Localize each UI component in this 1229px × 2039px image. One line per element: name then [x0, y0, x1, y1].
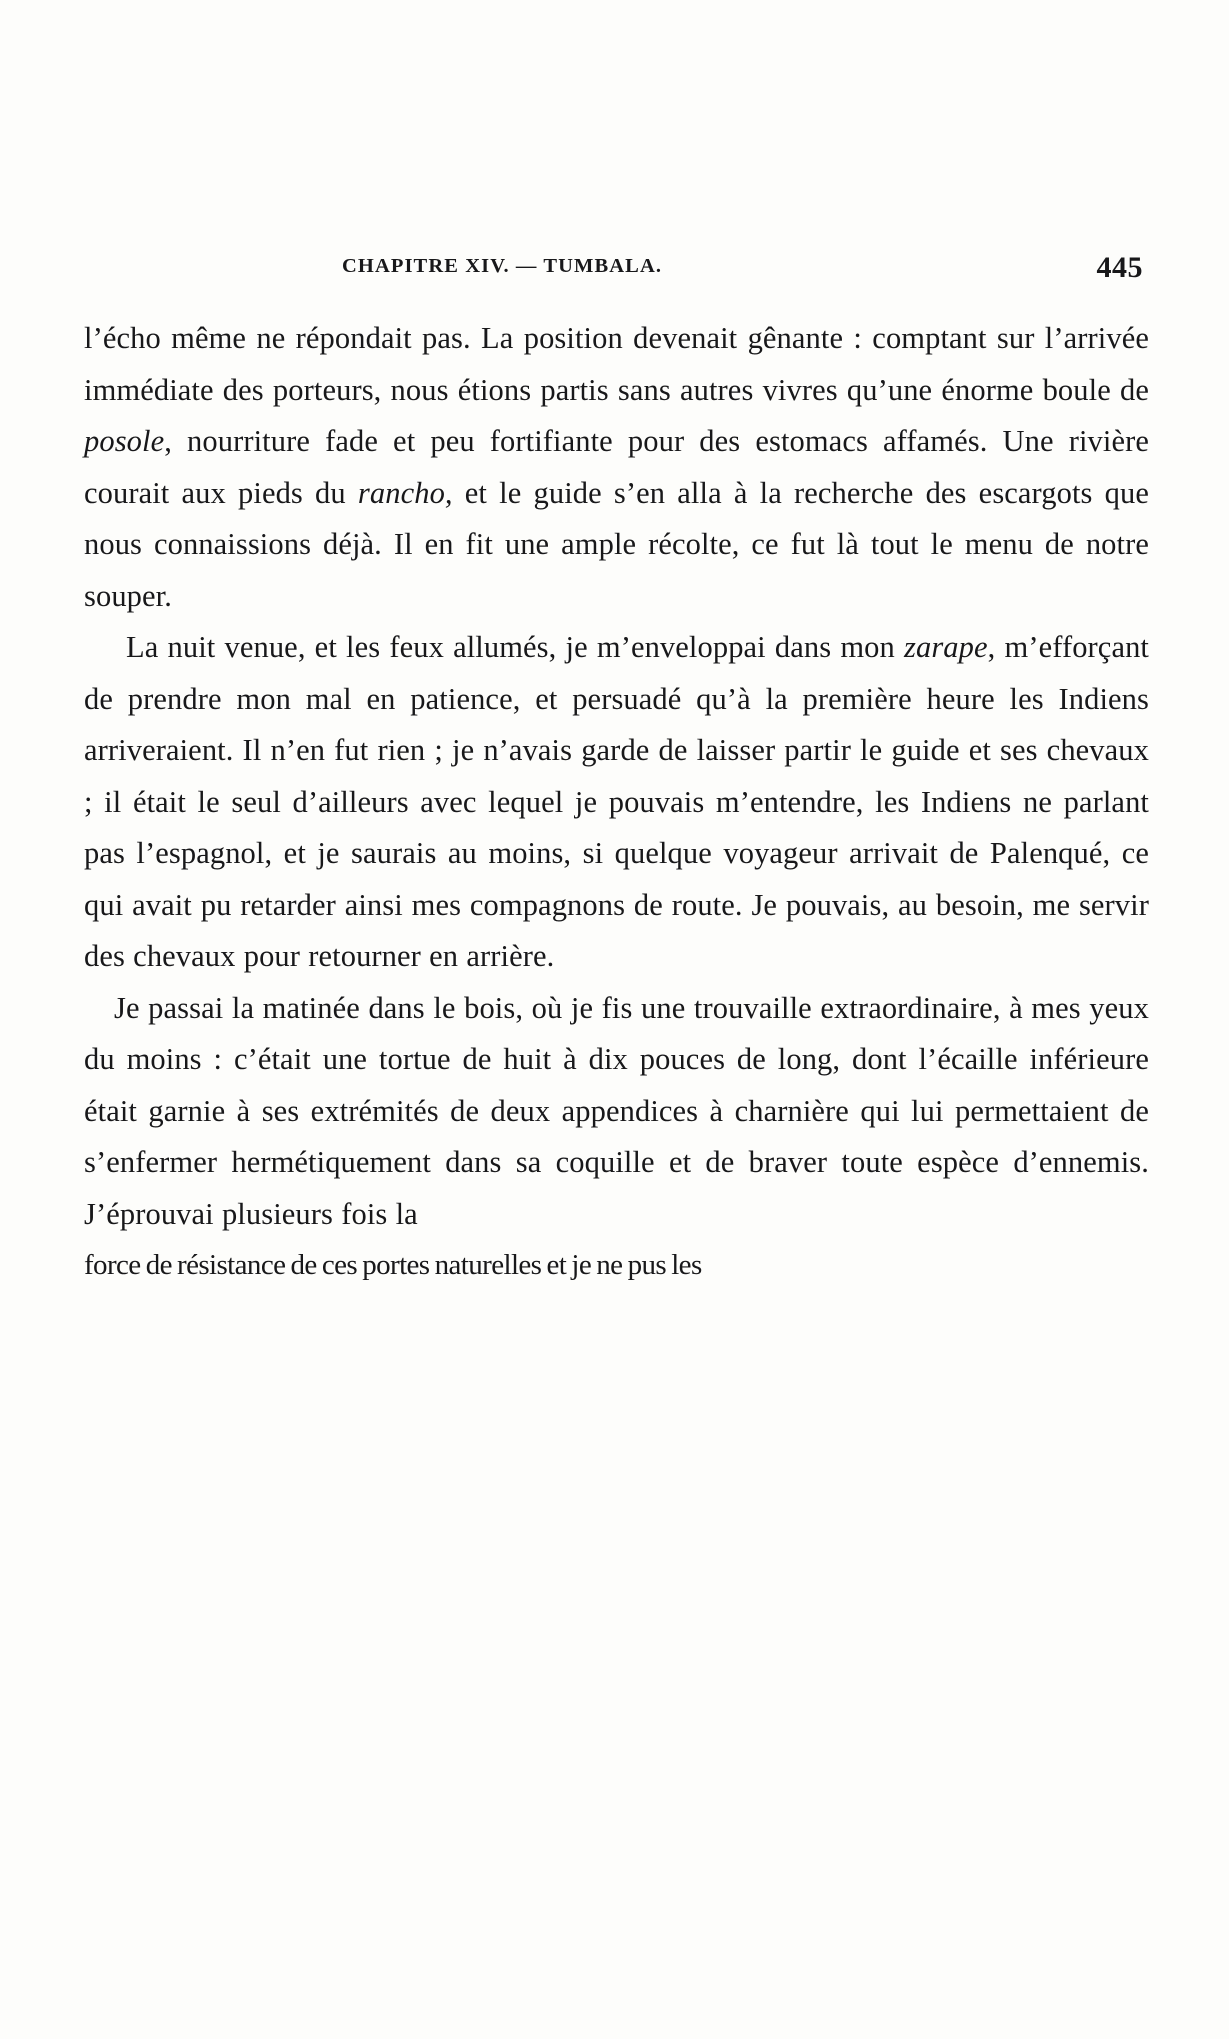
text-run: Je passai la matinée dans le bois, où je fis une trouvaille extraordinaire, à mes yeux du moins : c’était une tortue de huit à dix pouces de long, dont l’écaille inférieure était garnie à ses extrémités de deux appendices à charnière qui lui permettaient de s’enfermer hermétiquement dans sa coquille et de braver toute espèce d’ennemis. J’éprouvai plusieurs fois la: [84, 990, 1149, 1231]
paragraph-continuation-line: force de résistance de ces portes naturelles et je ne pus les: [84, 1249, 702, 1281]
text-run: La nuit venue, et les feux allumés, je m’enveloppai dans mon: [126, 630, 905, 664]
text-run-italic: posole: [84, 424, 165, 458]
paragraph: [84, 622, 1149, 983]
text-run-italic: zarape: [904, 630, 988, 664]
paragraph: [84, 983, 1149, 1241]
text-run: l’écho même ne répondait pas. La position devenait gênante : comptant sur l’arrivée immédiate des porteurs, nous étions partis sans autres vivres qu’une énorme boule de: [84, 321, 1149, 407]
chapter-title: CHAPITRE XIV. — TUMBALA.: [342, 255, 663, 277]
page-content: [84, 251, 1150, 1292]
running-head: [84, 251, 1149, 291]
paragraph: [84, 313, 1149, 622]
text-run: , nourriture fade et peu fortifiante pour des estomacs affamés. Une rivière courait aux pieds du: [84, 424, 1149, 510]
text-run: , m’efforçant de prendre mon mal en patience, et persuadé qu’à la première heure les Indiens arriveraient. Il n’en fut rien ; je n’avais garde de laisser partir le guide et ses chevaux ; il était le seul d’ailleurs avec lequel je pouvais m’entendre, les Indiens ne parlant pas l’espagnol, et je saurais au moins, si quelque voyageur arrivait de Palenqué, ce qui avait pu retarder ainsi mes compagnons de route. Je pouvais, au besoin, me servir des chevaux pour retourner en arrière.: [84, 630, 1150, 973]
body-text: [84, 313, 1149, 1292]
page-number: 445: [1096, 251, 1143, 284]
text-run-italic: rancho,: [357, 475, 453, 510]
text-run: et le guide s’en alla à la recherche des escargots que nous connaissions déjà. Il en fit une ample récolte, ce fut là tout le menu de notre souper.: [84, 475, 1149, 613]
